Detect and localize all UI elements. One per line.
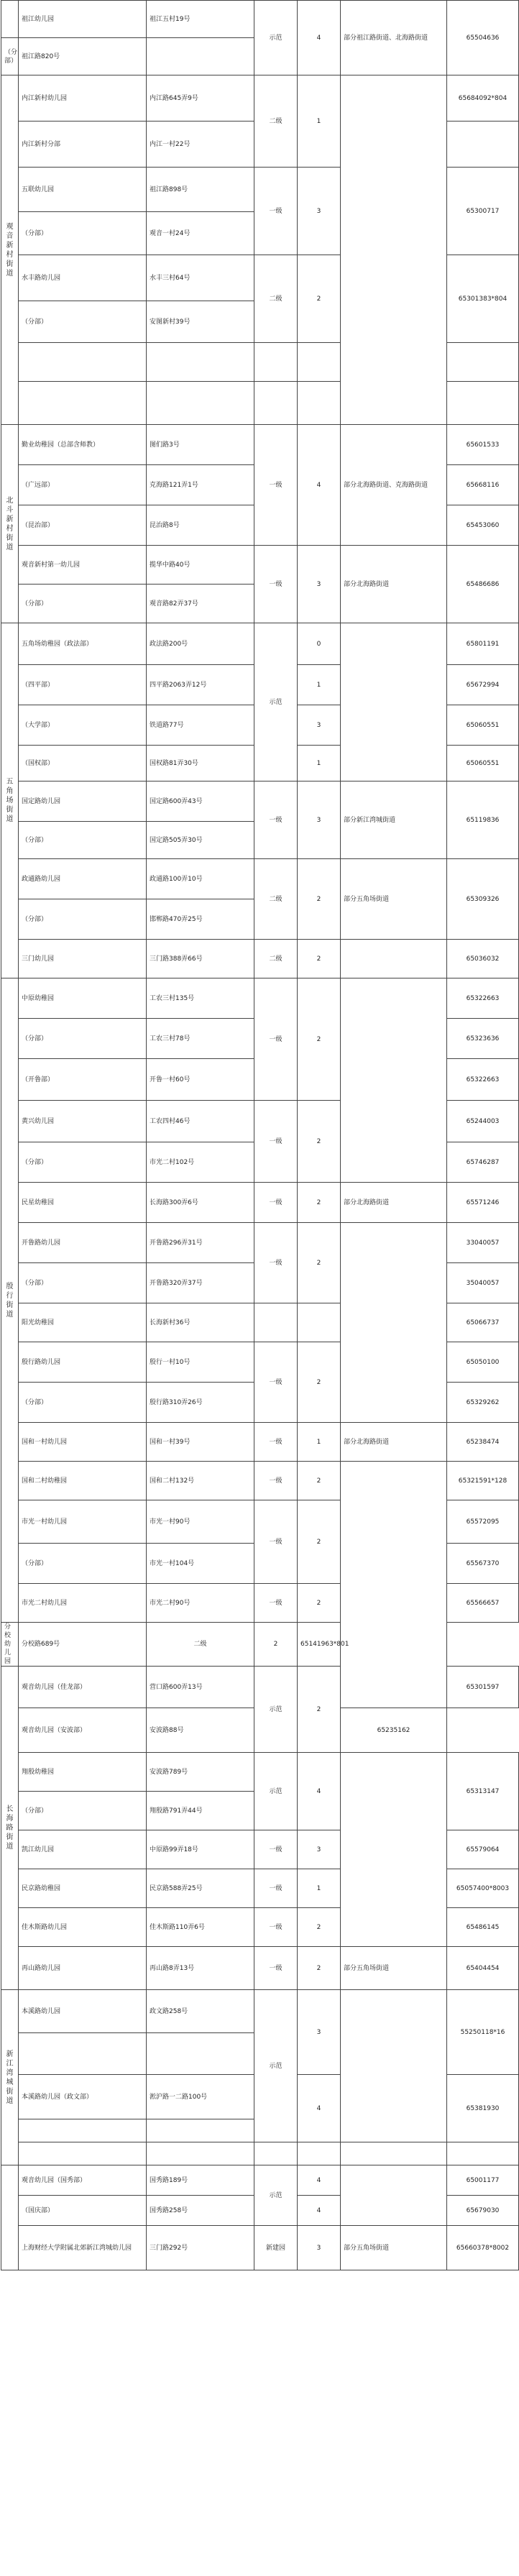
address: 市光二村102号 <box>147 1142 254 1183</box>
zone-cell: 部分新江湾城街道 <box>341 781 447 859</box>
level-cell: 示范 <box>254 1667 298 1753</box>
kindergarten-name: 观音新村第一幼儿园 <box>19 546 147 585</box>
phone-cell: 65684092*804 <box>447 75 519 122</box>
address: 淞沪路一二路100号 <box>147 2075 254 2119</box>
address: 开鲁路296弄31号 <box>147 1223 254 1263</box>
table-row <box>1 859 519 899</box>
zone-cell <box>341 2165 447 2226</box>
phone-cell: 65453060 <box>447 505 519 546</box>
kindergarten-name: 国和一村幼儿园 <box>19 1423 147 1462</box>
address: 安图新村39号 <box>147 301 254 343</box>
street-label: 北 斗 新 村 街 道 <box>6 496 14 551</box>
level-cell: 一级 <box>254 1500 298 1584</box>
count-cell: 1 <box>298 665 341 705</box>
table-row <box>1 1183 519 1223</box>
kindergarten-name: （分部） <box>19 1019 147 1059</box>
phone-cell: 55250118*16 <box>447 1990 519 2075</box>
zone-cell <box>341 75 447 425</box>
address: 祖江路820号 <box>19 38 147 75</box>
street-label: 观音新村街道 <box>6 222 14 278</box>
phone-cell: 65001177 <box>447 2165 519 2196</box>
street-cell <box>1 623 19 978</box>
count-cell: 3 <box>298 168 341 255</box>
kindergarten-name: 五联幼儿园 <box>19 168 147 212</box>
level-cell: 二级 <box>254 75 298 168</box>
phone-cell: 65141963*801 <box>298 1623 341 1667</box>
kindergarten-name: 翔殷幼稚园 <box>19 1753 147 1792</box>
count-cell: 3 <box>298 546 341 623</box>
phone-cell: 65300717 <box>447 168 519 255</box>
phone-cell <box>447 122 519 168</box>
phone-cell <box>447 343 519 382</box>
count-cell <box>298 2142 341 2165</box>
phone-cell: 65301383*804 <box>447 255 519 343</box>
address: 国定路600弄43号 <box>147 781 254 822</box>
table-body <box>1 1 519 2270</box>
address: 市光一村104号 <box>147 1544 254 1584</box>
address: 三门路388弄66号 <box>147 940 254 978</box>
phone-cell: 65801191 <box>447 623 519 665</box>
kindergarten-name <box>19 2119 147 2142</box>
address: 铁道路77号 <box>147 705 254 746</box>
level-cell: 一级 <box>254 1869 298 1908</box>
phone-cell: 65313147 <box>447 1753 519 1830</box>
address: 殷行路310弄26号 <box>147 1383 254 1423</box>
count-cell: 2 <box>298 859 341 940</box>
table-row <box>1 2142 519 2165</box>
count-cell: 2 <box>298 1947 341 1990</box>
kindergarten-name: 勤业幼稚园（总部含师教） <box>19 425 147 465</box>
address <box>147 343 254 382</box>
level-cell: 一级 <box>254 1830 298 1869</box>
zone-cell: 部分五角场街道 <box>341 2226 447 2270</box>
kindergarten-name: 五角场幼稚园（政法部） <box>19 623 147 665</box>
street-cell <box>1 2165 19 2270</box>
address: 政文路258号 <box>147 1990 254 2033</box>
level-cell: 示范 <box>254 2165 298 2226</box>
phone-cell: 65672994 <box>447 665 519 705</box>
phone-cell: 65238474 <box>447 1423 519 1462</box>
count-cell: 3 <box>298 1830 341 1869</box>
kindergarten-name: （分部） <box>19 301 147 343</box>
kindergarten-name: 观音幼儿园（国秀部） <box>19 2165 147 2196</box>
address: 国秀路258号 <box>147 2196 254 2226</box>
level-cell: 示范 <box>254 623 298 781</box>
zone-cell: 部分北海路街道 <box>341 1423 447 1462</box>
phone-cell: 65572095 <box>447 1500 519 1544</box>
phone-cell: 65679030 <box>447 2196 519 2226</box>
address: 政通路100弄10号 <box>147 859 254 899</box>
kindergarten-name: （开鲁部） <box>19 1059 147 1101</box>
phone-cell: 65404454 <box>447 1947 519 1990</box>
kindergarten-name: （大学部） <box>19 705 147 746</box>
address: 再山路8弄13号 <box>147 1947 254 1990</box>
count-cell: 1 <box>298 1423 341 1462</box>
count-cell: 2 <box>298 978 341 1101</box>
phone-cell: 65301597 <box>447 1667 519 1708</box>
zone-cell <box>341 1990 447 2142</box>
count-cell <box>298 1303 341 1342</box>
zone-cell: 部分北海路街道 <box>341 546 447 623</box>
level-cell: 二级 <box>254 940 298 978</box>
phone-cell: 65235162 <box>341 1708 447 1753</box>
street-label: 新 江 湾 城 街 道 <box>6 2050 14 2105</box>
street-label: 五 角 场 街 道 <box>6 778 14 823</box>
kindergarten-name: 黄兴幼儿园 <box>19 1101 147 1142</box>
kindergarten-name: 水丰路幼儿园 <box>19 255 147 301</box>
count-cell: 2 <box>298 1223 341 1303</box>
address: 安波路789号 <box>147 1753 254 1792</box>
table-row <box>1 1423 519 1462</box>
count-cell: 1 <box>298 1869 341 1908</box>
kindergarten-name: 阳光幼稚园 <box>19 1303 147 1342</box>
table-row <box>1 1 519 38</box>
phone-cell: 65668116 <box>447 465 519 505</box>
count-cell: 2 <box>298 1342 341 1423</box>
level-cell: 一级 <box>254 168 298 255</box>
kindergarten-name: 上海财经大学附属北郊新江湾城幼儿园 <box>19 2226 147 2270</box>
address: 内江路645弄9号 <box>147 75 254 122</box>
phone-cell: 65486145 <box>447 1908 519 1947</box>
street-label: 长 海 路 街 道 <box>6 1805 14 1851</box>
table-row <box>1 940 519 978</box>
zone-cell <box>341 1462 447 1708</box>
kindergarten-name: 开鲁路幼儿园 <box>19 1223 147 1263</box>
zone-cell: 部分五角场街道 <box>341 859 447 940</box>
kindergarten-name: （分部） <box>19 212 147 255</box>
level-cell: 一级 <box>254 1183 298 1223</box>
address <box>147 2033 254 2075</box>
zone-cell <box>341 1753 447 1947</box>
count-cell: 2 <box>298 1667 341 1753</box>
table-row <box>1 546 519 585</box>
table-row <box>1 2226 519 2270</box>
level-cell: 一级 <box>254 1423 298 1462</box>
kindergarten-name: 政通路幼儿园 <box>19 859 147 899</box>
count-cell: 2 <box>254 1623 298 1667</box>
level-cell: 一级 <box>254 425 298 546</box>
phone-cell: 65567370 <box>447 1544 519 1584</box>
table-row <box>1 425 519 465</box>
address: 祖江五村19号 <box>147 1 254 38</box>
count-cell: 2 <box>298 1183 341 1223</box>
street-cell <box>1 1 19 38</box>
level-cell: 一级 <box>254 1908 298 1947</box>
count-cell: 3 <box>298 781 341 859</box>
address: 安波路88号 <box>147 1708 254 1753</box>
kindergarten-name: 观音幼儿园（佳龙部） <box>19 1667 147 1708</box>
phone-cell: 65057400*8003 <box>447 1869 519 1908</box>
kindergarten-name: 佳木斯路幼儿园 <box>19 1908 147 1947</box>
count-cell: 0 <box>298 623 341 665</box>
address: 克海路121弄1号 <box>147 465 254 505</box>
table-row <box>1 1753 519 1792</box>
level-cell: 一级 <box>254 1342 298 1423</box>
kindergarten-name: 内江新村分部 <box>19 122 147 168</box>
count-cell <box>298 343 341 382</box>
address: 图们路3号 <box>147 425 254 465</box>
kindergarten-name: 内江新村幼儿园 <box>19 75 147 122</box>
kindergarten-name <box>19 382 147 425</box>
kindergarten-name: 国和二村幼稚园 <box>19 1462 147 1500</box>
kindergarten-name: 三门幼儿园 <box>19 940 147 978</box>
count-cell: 2 <box>298 1462 341 1500</box>
phone-cell: 65504636 <box>447 1 519 75</box>
count-cell: 2 <box>298 1908 341 1947</box>
kindergarten-table <box>1 0 519 2270</box>
kindergarten-name: 市光二村幼儿园 <box>19 1584 147 1623</box>
zone-cell: 部分北海路街道、克海路街道 <box>341 425 447 546</box>
kindergarten-name: 市光一村幼儿园 <box>19 1500 147 1544</box>
level-cell: 一级 <box>254 1223 298 1303</box>
address: 长海新村36号 <box>147 1303 254 1342</box>
kindergarten-name: 殷行路幼儿园 <box>19 1342 147 1383</box>
kindergarten-name: （分部） <box>19 1792 147 1830</box>
zone-cell <box>341 623 447 781</box>
count-cell: 4 <box>298 2165 341 2196</box>
table-row <box>1 1947 519 1990</box>
table-row <box>1 781 519 822</box>
phone-cell: 65244003 <box>447 1101 519 1142</box>
street-cell <box>1 978 19 1623</box>
table-row <box>1 978 519 1019</box>
phone-cell: 33040057 <box>447 1223 519 1263</box>
phone-cell: 65066737 <box>447 1303 519 1342</box>
phone-cell: 65329262 <box>447 1383 519 1423</box>
count-cell: 4 <box>298 2075 341 2142</box>
kindergarten-name: （分部） <box>19 822 147 859</box>
phone-cell <box>447 382 519 425</box>
level-cell: 示范 <box>254 1990 298 2142</box>
phone-cell: 65601533 <box>447 425 519 465</box>
kindergarten-name: （昆治部） <box>19 505 147 546</box>
zone-cell: 部分五角场街道 <box>341 1947 447 1990</box>
street-cell <box>1 425 19 623</box>
address: 开鲁路320弄37号 <box>147 1263 254 1303</box>
count-cell: 2 <box>298 255 341 343</box>
address: 四平路2063弄12号 <box>147 665 254 705</box>
phone-cell: 65486686 <box>447 546 519 623</box>
phone-cell: 65381930 <box>447 2075 519 2142</box>
count-cell: 2 <box>298 1500 341 1584</box>
address: 开鲁一村60号 <box>147 1059 254 1101</box>
address: 民京路588弄25号 <box>147 1869 254 1908</box>
address: 邯郸路470弄25号 <box>147 899 254 940</box>
kindergarten-name: （四平部） <box>19 665 147 705</box>
address: 工农三村135号 <box>147 978 254 1019</box>
phone-cell: 65322663 <box>447 978 519 1019</box>
table-row <box>1 75 519 122</box>
level-cell: 示范 <box>254 1753 298 1830</box>
level-cell <box>254 343 298 382</box>
kindergarten-name: （广远部） <box>19 465 147 505</box>
kindergarten-name: 祖江幼儿园 <box>19 1 147 38</box>
kindergarten-name: （分部） <box>19 1142 147 1183</box>
phone-cell: 65579064 <box>447 1830 519 1869</box>
street-label: 殷 行 街 道 <box>6 1282 14 1319</box>
address: 殷行一村10号 <box>147 1342 254 1383</box>
zone-cell <box>341 978 447 1183</box>
kindergarten-name: （分部） <box>19 1544 147 1584</box>
level-cell: 一级 <box>254 1947 298 1990</box>
phone-cell <box>447 2142 519 2165</box>
kindergarten-name: （国权部） <box>19 746 147 781</box>
phone-cell: 65309326 <box>447 859 519 940</box>
count-cell: 3 <box>298 2226 341 2270</box>
kindergarten-name: 本溪路幼儿园（政文部） <box>19 2075 147 2119</box>
address: 市光一村90号 <box>147 1500 254 1544</box>
address: 内江一村22号 <box>147 122 254 168</box>
address: 翔殷路791弄44号 <box>147 1792 254 1830</box>
level-cell: 二级 <box>254 255 298 343</box>
level-cell: 一级 <box>254 1462 298 1500</box>
phone-cell: 65746287 <box>447 1142 519 1183</box>
level-cell <box>254 382 298 425</box>
level-cell <box>254 2142 298 2165</box>
phone-cell: 65036032 <box>447 940 519 978</box>
count-cell: 4 <box>298 425 341 546</box>
kindergarten-name: 中原幼稚园 <box>19 978 147 1019</box>
kindergarten-name: （分部） <box>19 899 147 940</box>
address: 政法路200号 <box>147 623 254 665</box>
phone-cell: 65050100 <box>447 1342 519 1383</box>
count-cell: 1 <box>298 746 341 781</box>
address: 营口路600弄13号 <box>147 1667 254 1708</box>
kindergarten-name: （分部） <box>19 1383 147 1423</box>
address: 昆治路8号 <box>147 505 254 546</box>
level-cell: 二级 <box>254 859 298 940</box>
level-cell: 示范 <box>254 1 298 75</box>
address: 国和一村39号 <box>147 1423 254 1462</box>
count-cell: 4 <box>298 2196 341 2226</box>
kindergarten-name: （分部） <box>1 38 19 75</box>
address: 工农四村46号 <box>147 1101 254 1142</box>
kindergarten-name <box>19 2142 147 2165</box>
address: 揽华中路40号 <box>147 546 254 585</box>
level-cell: 一级 <box>254 546 298 623</box>
kindergarten-name <box>19 2033 147 2075</box>
level-cell: 一级 <box>254 1584 298 1623</box>
level-cell <box>254 1303 298 1342</box>
address: 国和二村132号 <box>147 1462 254 1500</box>
phone-cell: 35040057 <box>447 1263 519 1303</box>
level-cell: 二级 <box>147 1623 254 1667</box>
count-cell: 2 <box>298 1584 341 1623</box>
count-cell: 4 <box>298 1753 341 1830</box>
address <box>147 382 254 425</box>
table-row <box>1 1462 519 1500</box>
table-row <box>1 1223 519 1263</box>
street-cell <box>1 1667 19 1990</box>
address: 三门路292号 <box>147 2226 254 2270</box>
kindergarten-name: 观音幼儿园（安波部） <box>19 1708 147 1753</box>
phone-cell: 65323636 <box>447 1019 519 1059</box>
count-cell: 2 <box>298 940 341 978</box>
address <box>147 2142 254 2165</box>
kindergarten-name: 凯江幼儿园 <box>19 1830 147 1869</box>
address: 水丰三村64号 <box>147 255 254 301</box>
zone-cell: 部分北海路街道 <box>341 1183 447 1223</box>
street-cell <box>1 75 19 425</box>
count-cell <box>298 382 341 425</box>
address: 市光二村90号 <box>147 1584 254 1623</box>
street-cell <box>1 1990 19 2165</box>
address: 国权路81弄30号 <box>147 746 254 781</box>
phone-cell: 65322663 <box>447 1059 519 1101</box>
phone-cell: 65060551 <box>447 746 519 781</box>
level-cell: 一级 <box>254 1101 298 1183</box>
kindergarten-name: 国定路幼儿园 <box>19 781 147 822</box>
phone-cell: 65321591*128 <box>447 1462 519 1500</box>
count-cell: 2 <box>298 1101 341 1183</box>
kindergarten-name: 本溪路幼儿园 <box>19 1990 147 2033</box>
kindergarten-name: 民星幼稚园 <box>19 1183 147 1223</box>
address: 工农三村78号 <box>147 1019 254 1059</box>
table-row <box>1 1990 519 2033</box>
count-cell: 1 <box>298 75 341 168</box>
address <box>147 2119 254 2142</box>
address: 观音一村24号 <box>147 212 254 255</box>
kindergarten-name: （分部） <box>19 1263 147 1303</box>
address: 分校路689号 <box>19 1623 147 1667</box>
kindergarten-name: 民京路幼稚园 <box>19 1869 147 1908</box>
address: 祖江路898号 <box>147 168 254 212</box>
address: 佳木斯路110弄6号 <box>147 1908 254 1947</box>
count-cell: 3 <box>298 1990 341 2075</box>
level-cell: 新建园 <box>254 2226 298 2270</box>
address: 中原路99弄18号 <box>147 1830 254 1869</box>
address: 国定路505弄30号 <box>147 822 254 859</box>
phone-cell: 65060551 <box>447 705 519 746</box>
table-row <box>1 2165 519 2196</box>
table-row <box>1 623 519 665</box>
zone-cell <box>341 940 447 978</box>
count-cell: 4 <box>298 1 341 75</box>
level-cell: 一级 <box>254 978 298 1101</box>
zone-cell <box>341 1223 447 1423</box>
phone-cell: 65571246 <box>447 1183 519 1223</box>
zone-cell <box>341 2142 447 2165</box>
phone-cell: 65566657 <box>447 1584 519 1623</box>
kindergarten-name: （国庆部） <box>19 2196 147 2226</box>
address: 国秀路189号 <box>147 2165 254 2196</box>
kindergarten-name: 再山路幼儿园 <box>19 1947 147 1990</box>
level-cell: 一级 <box>254 781 298 859</box>
zone-cell: 部分祖江路街道、北海路街道 <box>341 1 447 75</box>
kindergarten-name: 分校幼儿园 <box>1 1623 19 1667</box>
phone-cell: 65119836 <box>447 781 519 859</box>
kindergarten-name: （分部） <box>19 585 147 623</box>
address: 观音路82弄37号 <box>147 585 254 623</box>
kindergarten-name <box>19 343 147 382</box>
address: 长海路300弄6号 <box>147 1183 254 1223</box>
phone-cell: 65660378*8002 <box>447 2226 519 2270</box>
count-cell: 3 <box>298 705 341 746</box>
